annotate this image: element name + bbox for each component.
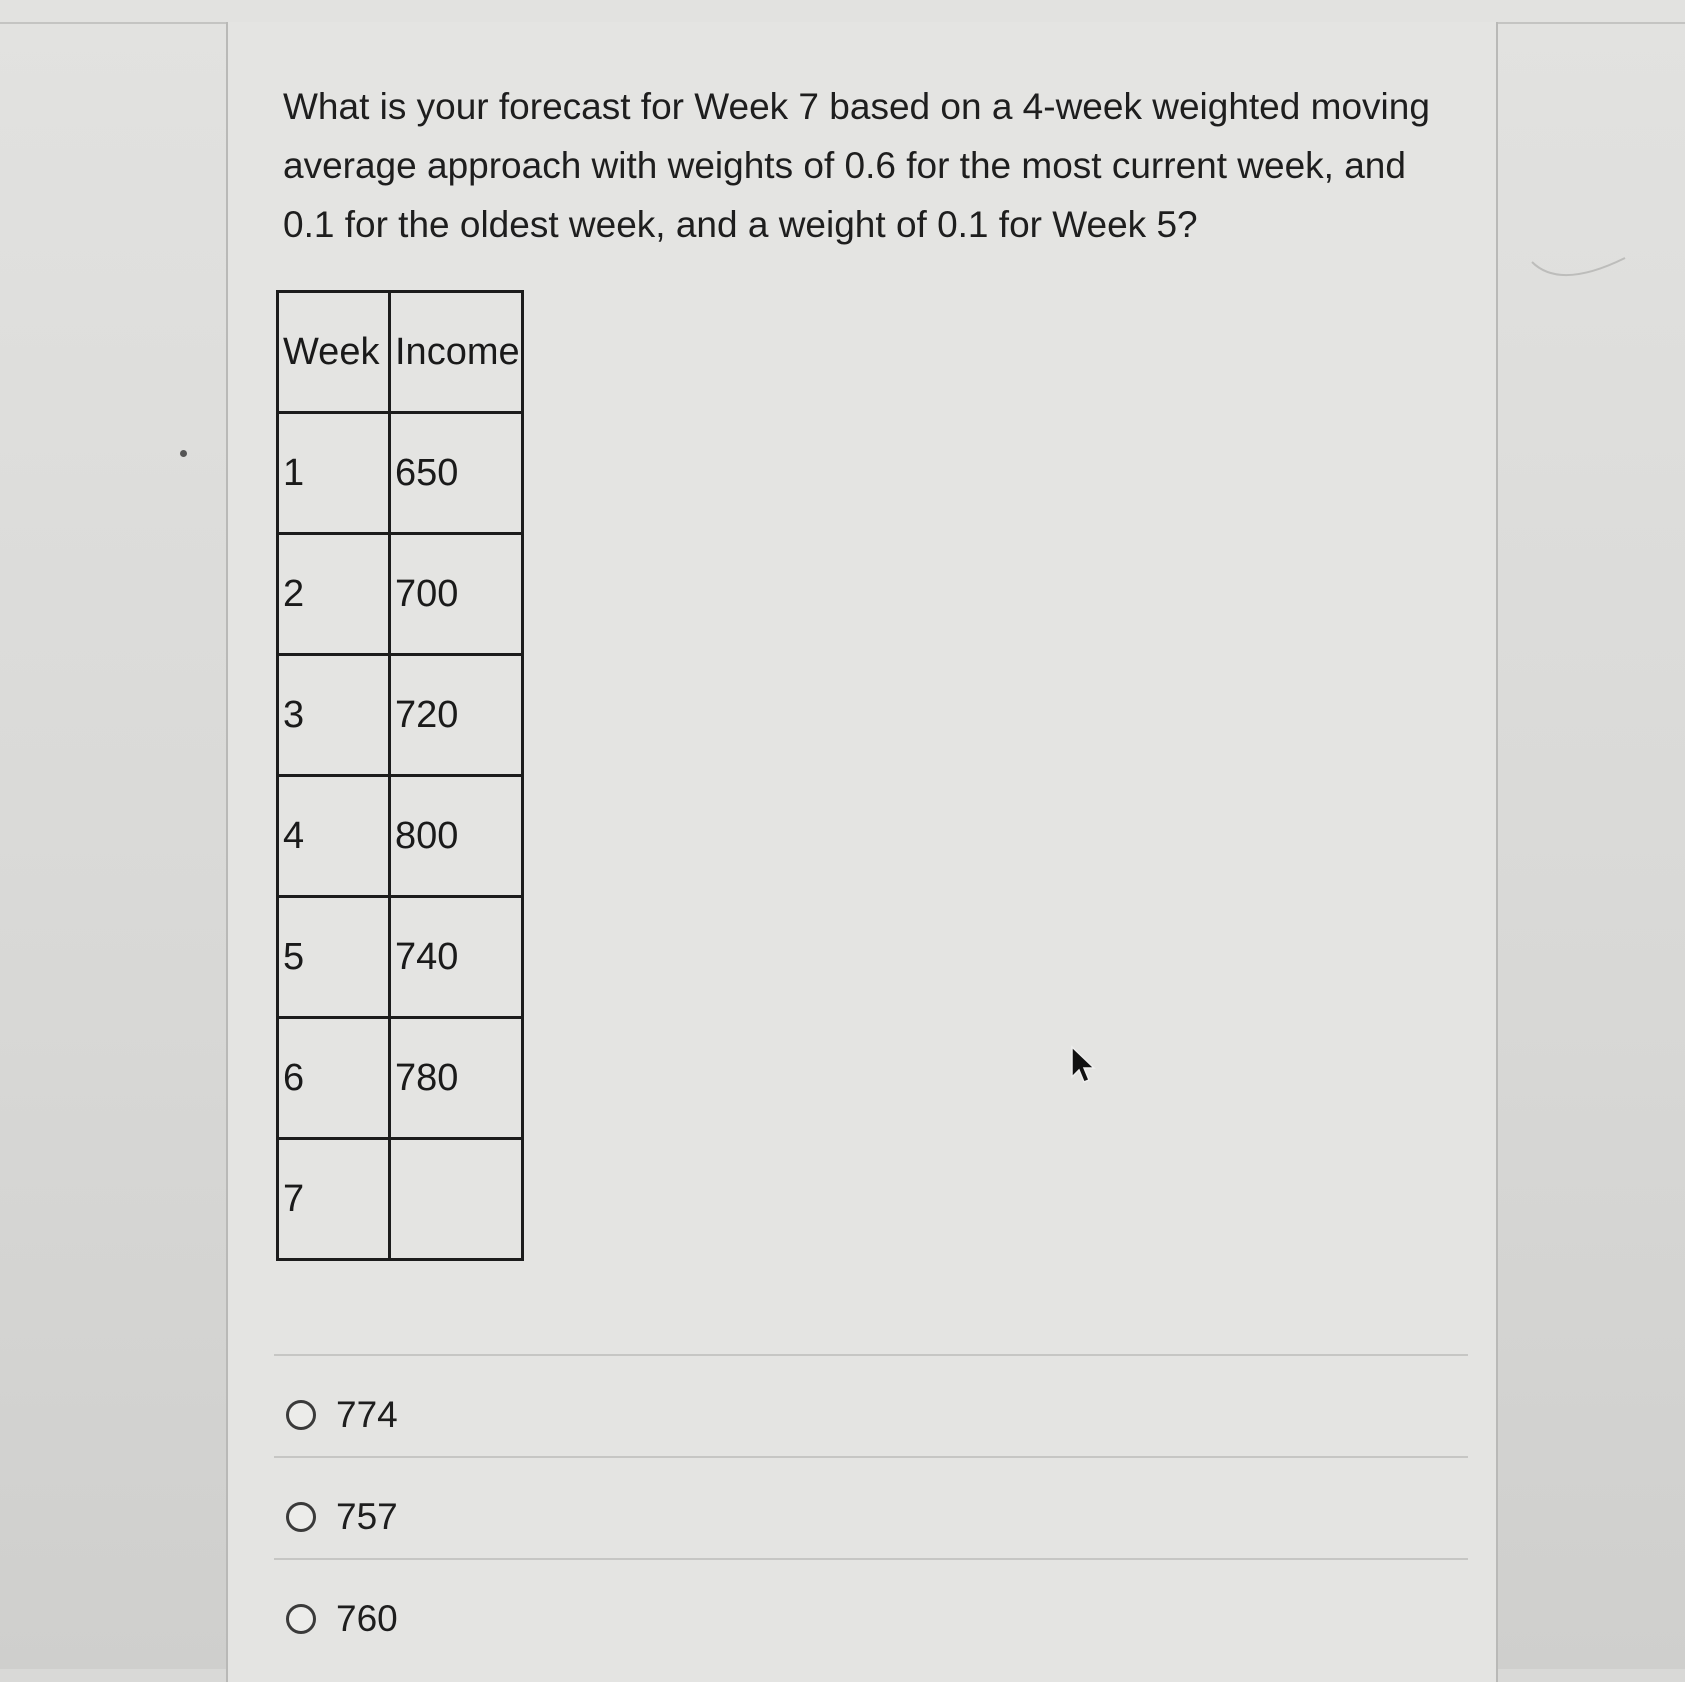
week-cell: 4 [278, 776, 390, 897]
income-cell: 780 [390, 1018, 523, 1139]
week-cell: 3 [278, 655, 390, 776]
week-cell: 1 [278, 413, 390, 534]
income-cell: 650 [390, 413, 523, 534]
table-row [278, 776, 523, 897]
column-header-week: Week [278, 292, 390, 413]
option-label: 760 [336, 1598, 398, 1639]
table-header-row [278, 292, 523, 413]
table-row [278, 534, 523, 655]
radio-button[interactable] [286, 1400, 316, 1430]
radio-button[interactable] [286, 1502, 316, 1532]
mouse-pointer-icon [1070, 1045, 1100, 1087]
answer-option-3[interactable] [286, 1594, 398, 1644]
margin-mark [1530, 250, 1630, 290]
radio-button[interactable] [286, 1604, 316, 1634]
week-cell: 7 [278, 1139, 390, 1260]
option-divider [274, 1558, 1468, 1560]
margin-dot [180, 450, 187, 457]
option-label: 774 [336, 1394, 398, 1435]
answer-option-2[interactable] [286, 1492, 398, 1542]
option-divider [274, 1456, 1468, 1458]
income-cell: 800 [390, 776, 523, 897]
week-cell: 6 [278, 1018, 390, 1139]
week-cell: 5 [278, 897, 390, 1018]
option-label: 757 [336, 1496, 398, 1537]
week-cell: 2 [278, 534, 390, 655]
table-row [278, 413, 523, 534]
income-cell: 740 [390, 897, 523, 1018]
table-row [278, 897, 523, 1018]
answer-option-1[interactable] [286, 1390, 398, 1440]
quiz-panel [226, 22, 1498, 1682]
income-cell: 720 [390, 655, 523, 776]
option-divider [274, 1354, 1468, 1356]
question-text: What is your forecast for Week 7 based on a 4-week weighted moving average approach with weights of 0.6 for the most current week, and 0.1 for the oldest week, and a weight of 0.1 for Week 5? [283, 86, 1430, 245]
income-table [276, 290, 524, 1261]
table-row [278, 1139, 523, 1260]
income-cell [390, 1139, 523, 1260]
column-header-income: Income [390, 292, 523, 413]
income-cell: 700 [390, 534, 523, 655]
table-row [278, 655, 523, 776]
table-row [278, 1018, 523, 1139]
